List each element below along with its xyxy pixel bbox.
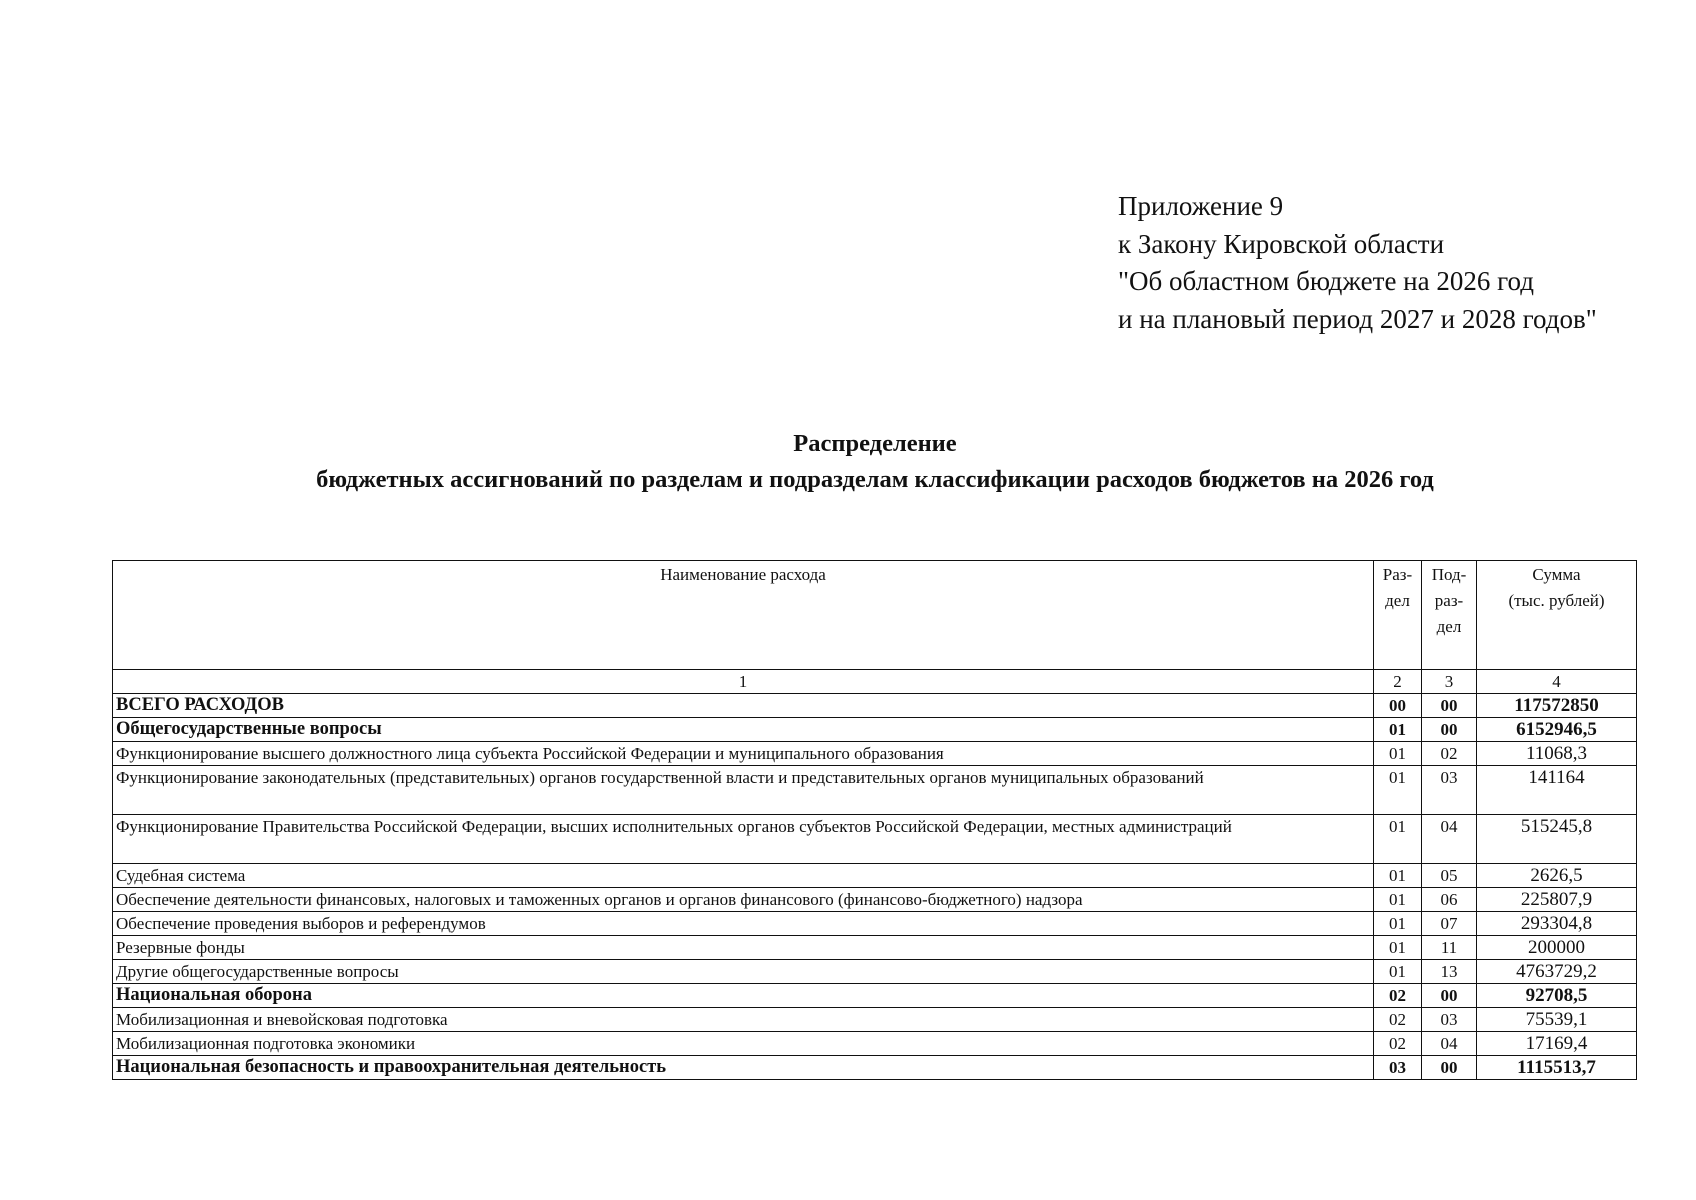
row-subsection: 04 bbox=[1422, 1032, 1477, 1056]
table-row bbox=[113, 984, 1637, 1008]
appendix-line-4: и на плановый период 2027 и 2028 годов" bbox=[1118, 303, 1597, 334]
row-section: 00 bbox=[1374, 694, 1422, 718]
row-sum: 515245,8 bbox=[1477, 815, 1637, 864]
table-row bbox=[113, 1008, 1637, 1032]
budget-table bbox=[112, 560, 1637, 1080]
appendix-line-2: к Закону Кировской области bbox=[1118, 228, 1445, 259]
row-sum: 17169,4 bbox=[1477, 1032, 1637, 1056]
table-row bbox=[113, 742, 1637, 766]
row-subsection: 06 bbox=[1422, 888, 1477, 912]
row-section: 01 bbox=[1374, 742, 1422, 766]
appendix-note bbox=[1118, 188, 1597, 338]
row-section: 02 bbox=[1374, 1032, 1422, 1056]
row-subsection: 03 bbox=[1422, 1008, 1477, 1032]
row-subsection: 00 bbox=[1422, 694, 1477, 718]
row-name: Обеспечение деятельности финансовых, налоговых и таможенных органов и органов финансового (финансово-бюджетного) надзора bbox=[113, 888, 1374, 912]
title-line-2: бюджетных ассигнований по разделам и подразделам классификации расходов бюджетов на 2026 год bbox=[316, 466, 1434, 493]
header-subsection: Под- раз- дел bbox=[1422, 561, 1477, 670]
table-row bbox=[113, 694, 1637, 718]
row-sum: 11068,3 bbox=[1477, 742, 1637, 766]
row-name: Национальная оборона bbox=[113, 984, 1374, 1008]
table-row bbox=[113, 912, 1637, 936]
row-subsection: 00 bbox=[1422, 984, 1477, 1008]
column-number: 4 bbox=[1477, 670, 1637, 694]
table-row bbox=[113, 766, 1637, 815]
row-section: 02 bbox=[1374, 1008, 1422, 1032]
row-sum: 141164 bbox=[1477, 766, 1637, 815]
table-row bbox=[113, 888, 1637, 912]
column-number: 2 bbox=[1374, 670, 1422, 694]
row-subsection: 07 bbox=[1422, 912, 1477, 936]
table-row bbox=[113, 815, 1637, 864]
row-name: Мобилизационная подготовка экономики bbox=[113, 1032, 1374, 1056]
column-number-row bbox=[113, 670, 1637, 694]
title-line-1: Распределение bbox=[793, 430, 957, 457]
row-section: 03 bbox=[1374, 1056, 1422, 1080]
row-subsection: 05 bbox=[1422, 864, 1477, 888]
row-name: Резервные фонды bbox=[113, 936, 1374, 960]
header-name: Наименование расхода bbox=[113, 561, 1374, 670]
row-subsection: 03 bbox=[1422, 766, 1477, 815]
document-title bbox=[0, 426, 1696, 498]
row-section: 01 bbox=[1374, 936, 1422, 960]
table-row bbox=[113, 718, 1637, 742]
row-sum: 293304,8 bbox=[1477, 912, 1637, 936]
row-name: Функционирование высшего должностного лица субъекта Российской Федерации и муниципального образования bbox=[113, 742, 1374, 766]
appendix-line-3: "Об областном бюджете на 2026 год bbox=[1118, 266, 1534, 296]
row-subsection: 13 bbox=[1422, 960, 1477, 984]
row-section: 02 bbox=[1374, 984, 1422, 1008]
row-subsection: 11 bbox=[1422, 936, 1477, 960]
row-section: 01 bbox=[1374, 718, 1422, 742]
row-subsection: 00 bbox=[1422, 718, 1477, 742]
row-name: Мобилизационная и вневойсковая подготовка bbox=[113, 1008, 1374, 1032]
row-name: Судебная система bbox=[113, 864, 1374, 888]
row-name: ВСЕГО РАСХОДОВ bbox=[113, 694, 1374, 718]
row-name: Общегосударственные вопросы bbox=[113, 718, 1374, 742]
header-row bbox=[113, 561, 1637, 670]
table-row bbox=[113, 864, 1637, 888]
column-number: 3 bbox=[1422, 670, 1477, 694]
table-row bbox=[113, 1056, 1637, 1080]
appendix-line-1: Приложение 9 bbox=[1118, 191, 1284, 221]
table-row bbox=[113, 936, 1637, 960]
row-sum: 2626,5 bbox=[1477, 864, 1637, 888]
row-sum: 4763729,2 bbox=[1477, 960, 1637, 984]
row-subsection: 04 bbox=[1422, 815, 1477, 864]
row-name: Другие общегосударственные вопросы bbox=[113, 960, 1374, 984]
table-row bbox=[113, 1032, 1637, 1056]
table-row bbox=[113, 960, 1637, 984]
row-subsection: 00 bbox=[1422, 1056, 1477, 1080]
row-name: Обеспечение проведения выборов и референдумов bbox=[113, 912, 1374, 936]
row-sum: 75539,1 bbox=[1477, 1008, 1637, 1032]
row-sum: 92708,5 bbox=[1477, 984, 1637, 1008]
row-name: Функционирование Правительства Российской Федерации, высших исполнительных органов субъектов Российской Федерации, местных администраций bbox=[113, 815, 1374, 864]
row-section: 01 bbox=[1374, 815, 1422, 864]
row-name: Функционирование законодательных (представительных) органов государственной власти и представительных органов муниципальных образований bbox=[113, 766, 1374, 815]
row-subsection: 02 bbox=[1422, 742, 1477, 766]
column-number: 1 bbox=[113, 670, 1374, 694]
row-sum: 225807,9 bbox=[1477, 888, 1637, 912]
row-section: 01 bbox=[1374, 766, 1422, 815]
row-sum: 117572850 bbox=[1477, 694, 1637, 718]
row-section: 01 bbox=[1374, 864, 1422, 888]
row-sum: 200000 bbox=[1477, 936, 1637, 960]
row-sum: 6152946,5 bbox=[1477, 718, 1637, 742]
header-sum: Сумма (тыс. рублей) bbox=[1477, 561, 1637, 670]
row-section: 01 bbox=[1374, 912, 1422, 936]
header-section: Раз- дел bbox=[1374, 561, 1422, 670]
row-section: 01 bbox=[1374, 888, 1422, 912]
row-name: Национальная безопасность и правоохранительная деятельность bbox=[113, 1056, 1374, 1080]
row-sum: 1115513,7 bbox=[1477, 1056, 1637, 1080]
row-section: 01 bbox=[1374, 960, 1422, 984]
